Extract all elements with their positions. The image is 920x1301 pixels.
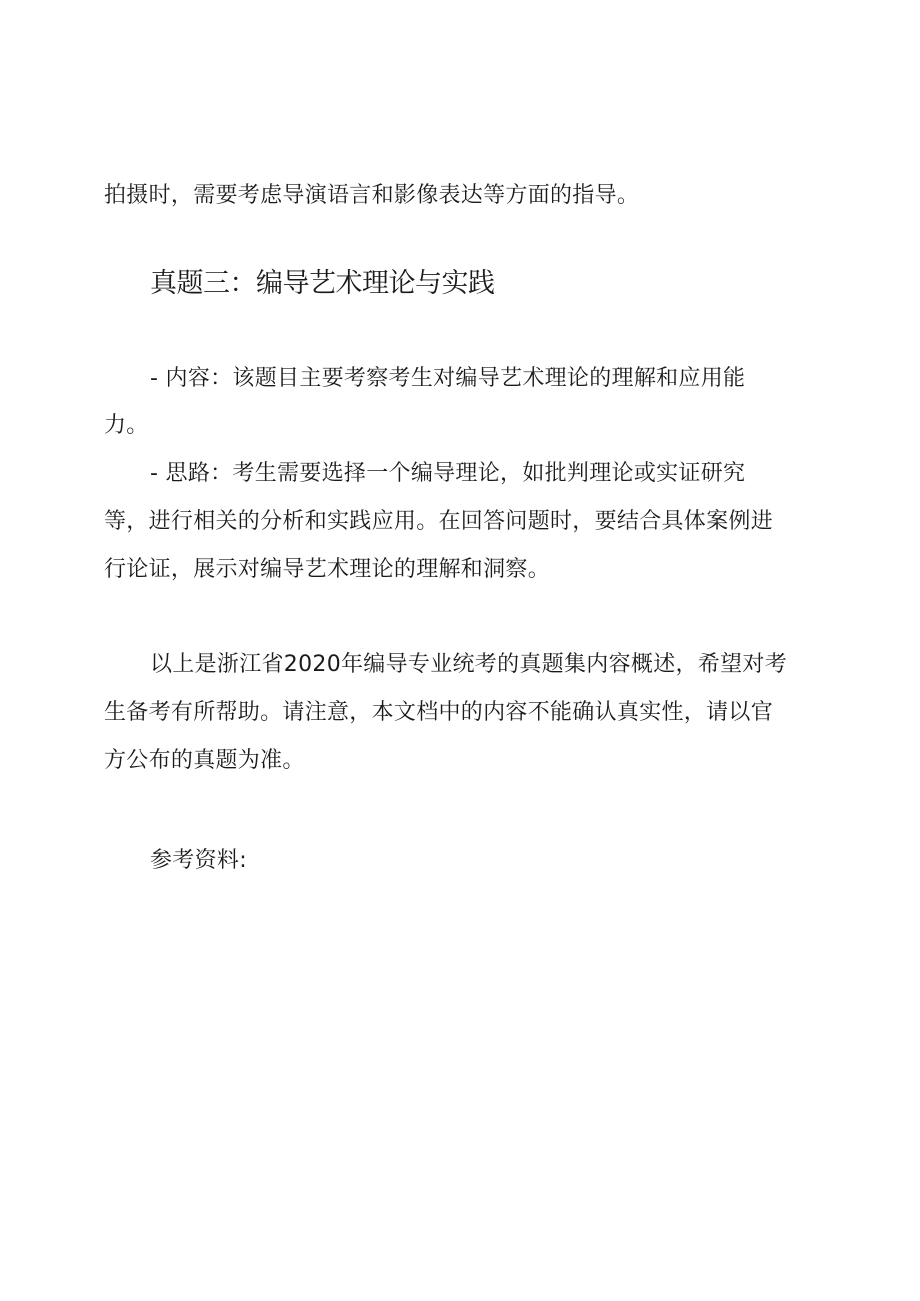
approach-item-line-2: 等，进行相关的分析和实践应用。在回答问题时，要结合具体案例进 <box>104 509 774 534</box>
references-label: 参考资料: <box>150 848 247 873</box>
content-item-line-1: - 内容：该题目主要考察考生对编导艺术理论的理解和应用能 <box>150 366 746 391</box>
approach-item-line-1: - 思路：考生需要选择一个编导理论，如批判理论或实证研究 <box>150 461 746 486</box>
section-heading: 真题三：编导艺术理论与实践 <box>150 268 495 299</box>
summary-line-1: 以上是浙江省2020年编导专业统考的真题集内容概述，希望对考 <box>150 652 787 677</box>
content-item-line-2: 力。 <box>104 413 149 438</box>
summary-line-3: 方公布的真题为准。 <box>104 748 305 773</box>
summary-line-2: 生备考有所帮助。请注意，本文档中的内容不能确认真实性，请以官 <box>104 700 774 725</box>
paragraph-intro-tail: 拍摄时，需要考虑导演语言和影像表达等方面的指导。 <box>104 183 640 208</box>
approach-item-line-3: 行论证，展示对编导艺术理论的理解和洞察。 <box>104 557 551 582</box>
